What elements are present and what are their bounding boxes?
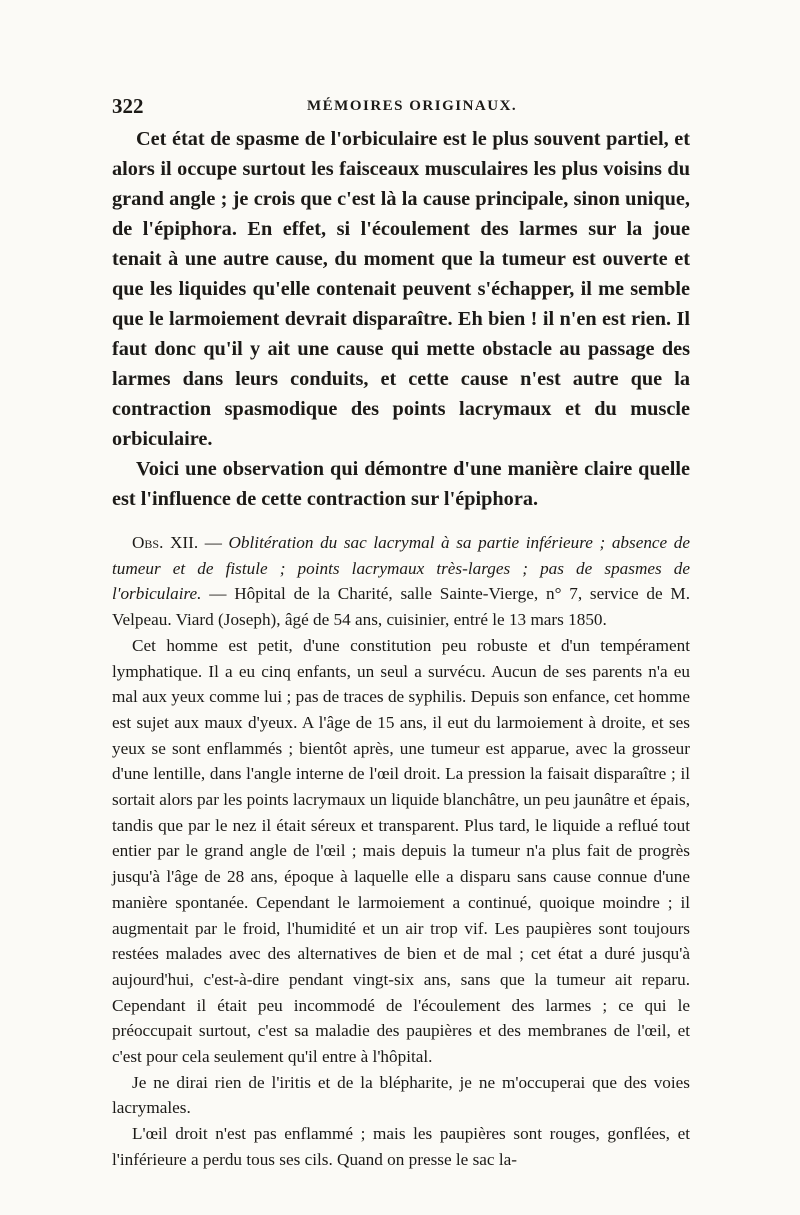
paragraph: Cet homme est petit, d'une constitution peu robuste et d'un tempérament lymphatique. Il a eu cinq enfants, un seul a survécu. Aucun de ses parents n'a eu mal aux yeux comme lui ; pas de traces de syphilis. Depuis son enfance, cet homme est sujet aux maux d'yeux. A l'âge de 15 ans, il eut du larmoiement à droite, et ses yeux se sont enflammés ; bientôt après, une tumeur est apparue, avec la grosseur d'une lentille, dans l'angle interne de l'œil droit. La pression la faisait disparaître ; il sortait alors par les points lacrymaux un liquide blanchâtre, un peu jaunâtre et épais, tandis que par le nez il était séreux et transparent. Plus tard, le liquide a reflué tout entier par le grand angle de l'œil ; mais depuis la tumeur n'a plus fait de progrès jusqu'à l'âge de 28 ans, époque à laquelle elle a disparu sans cause connue d'une manière spontanée. Cependant le larmoiement a continué, quoique moindre ; il augmentait par le froid, l'humidité et un air trop vif. Les paupières sont toujours restées malades avec des alternatives de bien et de mal ; cet état a duré jusqu'à aujourd'hui, c'est-à-dire pendant vingt-six ans, sans que la tumeur ait reparu. Cependant il était peu incommodé de l'écoulement des larmes ; ce qui le préoccupait surtout, c'est sa maladie des paupières et des membranes de l'œil, et c'est pour cela seulement qu'il entre à l'hôpital.	[112, 635, 690, 1067]
document-page	[112, 94, 690, 1173]
observation-details: — Hôpital de la Charité, salle Sainte-Vierge, n° 7, service de M. Velpeau. Viard (Joseph), âgé de 54 ans, cuisinier, entré le 13 mars 1850.	[112, 584, 690, 630]
observation-title: Oblitération du sac lacrymal à sa partie inférieure ; absence de tumeur et de fistule ; points lacrymaux très-larges ; pas de spasmes de l'orbiculaire.	[112, 533, 690, 604]
paragraph: L'œil droit n'est pas enflammé ; mais les paupières sont rouges, gonflées, et l'inférieure a perdu tous ses cils. Quand on presse le sac la-	[112, 1124, 690, 1169]
paragraph: Cet état de spasme de l'orbiculaire est le plus souvent partiel, et alors il occupe surtout les faisceaux musculaires les plus voisins du grand angle ; je crois que c'est là la cause principale, sinon unique, de l'épiphora. En effet, si l'écoulement des larmes sur la joue tenait à une autre cause, du moment que la tumeur est ouverte et que les liquides qu'elle contenait peuvent s'échapper, il me semble que le larmoiement devrait disparaître. Eh bien ! il n'en est rien. Il faut donc qu'il y ait une cause qui mette obstacle au passage des larmes dans leurs conduits, et cette cause n'est autre que la contraction spasmodique des points lacrymaux et du muscle orbiculaire.	[112, 128, 690, 450]
page-number: 322	[112, 94, 144, 118]
running-title: MÉMOIRES ORIGINAUX.	[307, 98, 518, 114]
paragraph: Je ne dirai rien de l'iritis et de la blépharite, je ne m'occuperai que des voies lacrymales.	[112, 1072, 690, 1118]
observation-label: Obs. XII. —	[132, 533, 222, 552]
observation-heading	[112, 530, 690, 633]
observation-text	[112, 530, 690, 1173]
page-header	[112, 94, 690, 124]
paragraph: Voici une observation qui démontre d'une manière claire quelle est l'influence de cette contraction sur l'épiphora.	[112, 458, 690, 510]
main-text	[112, 124, 690, 514]
